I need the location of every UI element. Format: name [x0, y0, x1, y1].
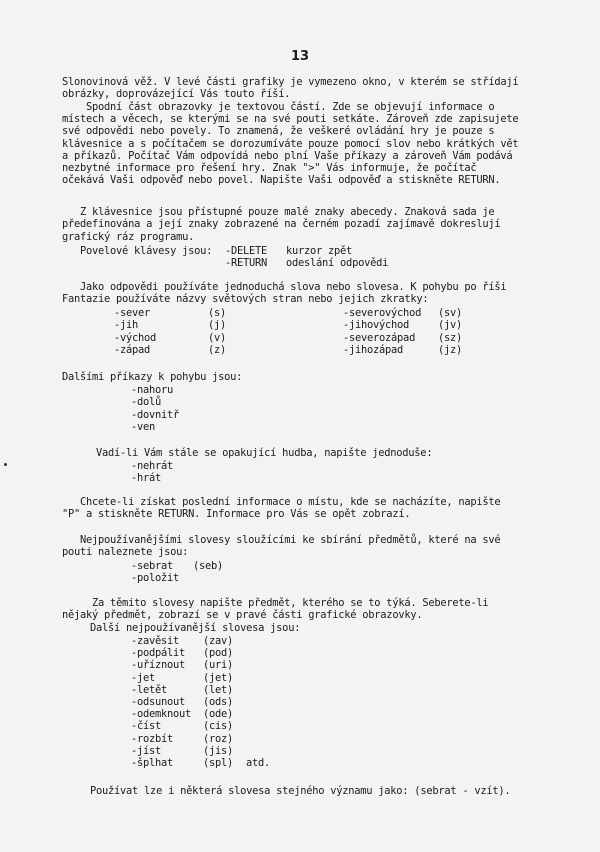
verbs-etc: atd.	[246, 757, 271, 769]
text-line: místech a věcech, se kterými se na své pouti setkáte. Zároveň zde zapisujete	[62, 112, 519, 125]
text-line: očekává Vaši odpověď nebo povel. Napište Vaši odpověď a stiskněte RETURN.	[62, 174, 501, 187]
text-line: nezbytné informace pro řešení hry. Znak ">" Vás informuje, že počítač	[62, 162, 477, 175]
direction-abbr: (sz)	[438, 331, 463, 344]
verb-abbr: (jet)	[203, 671, 234, 684]
direction-abbr: (jv)	[438, 319, 463, 332]
direction-name: -východ	[114, 331, 157, 344]
music-line: Vadí-li Vám stále se opakující hudba, napište jednoduše:	[96, 447, 433, 459]
direction-name: -severozápad	[343, 331, 416, 344]
verb-abbr: (spl)	[203, 757, 234, 769]
keys-label: Povelové klávesy jsou:	[80, 245, 213, 257]
verb-name: -podpálit	[131, 647, 186, 660]
direction-name: -jihozápad	[343, 343, 404, 356]
key-name: -DELETE	[225, 245, 268, 257]
direction-name: -jih	[114, 319, 139, 332]
verb-abbr: (pod)	[203, 647, 234, 660]
direction-name: -jihovýchod	[343, 319, 410, 332]
collect-abbr: (seb)	[193, 560, 224, 572]
verb-abbr: (uri)	[203, 659, 234, 672]
verb-name: -odsunout	[131, 696, 186, 708]
binding-hole-mark	[4, 463, 7, 466]
final-line: Používat lze i některá slovesa stejného významu jako: (sebrat - vzít).	[90, 785, 511, 797]
verb-abbr: (cis)	[203, 720, 234, 733]
direction-name: -severovýchod	[343, 307, 422, 319]
music-command: -nehrát	[131, 460, 174, 472]
move-command: -dolů	[131, 396, 162, 409]
verb-abbr: (roz)	[203, 732, 234, 745]
text-line: Spodní část obrazovky je textovou částí. Zde se objevují informace o	[62, 100, 495, 113]
text-line: Chcete-li získat poslední informace o místu, kde se nacházíte, napište	[62, 496, 501, 508]
verb-abbr: (let)	[203, 683, 234, 696]
text-line: Z klávesnice jsou přístupné pouze malé znaky abecedy. Znaková sada je	[62, 206, 495, 218]
verbs-label: Další nejpoužívanější slovesa jsou:	[90, 622, 301, 634]
text-line: předefinována a její znaky zobrazené na černém pozadí zajímavě dokreslují	[62, 218, 501, 231]
direction-abbr: (j)	[208, 319, 227, 332]
text-line: "P" a stiskněte RETURN. Informace pro Vás se opět zobrazí.	[62, 508, 411, 521]
direction-abbr: (s)	[208, 307, 227, 319]
text-line: grafický ráz programu.	[62, 230, 195, 243]
text-line: nějaký předmět, zobrazí se v pravé části grafické obrazovky.	[62, 609, 423, 622]
text-line: Jako odpovědi používáte jednoduchá slova nebo slovesa. K pohybu po říši	[62, 281, 507, 293]
text-line: Fantazie používáte názvy světových stran nebo jejich zkratky:	[62, 293, 429, 306]
move-command: -nahoru	[131, 384, 174, 396]
text-line: pouti naleznete jsou:	[62, 546, 189, 559]
text-line: klávesnice a s počítačem se dorozumíváte pouze pomocí slov nebo krátkých vět	[62, 137, 519, 150]
verb-abbr: (ods)	[203, 696, 234, 708]
key-description: odeslání odpovědi	[286, 257, 389, 270]
text-line: a příkazů. Počítač Vám odpovídá nebo plní Vaše příkazy a zároveň Vám podává	[62, 149, 513, 162]
move-command: -dovnitř	[131, 408, 180, 421]
direction-name: -sever	[114, 307, 151, 319]
direction-abbr: (jz)	[438, 343, 463, 356]
verb-abbr: (jis)	[203, 744, 234, 757]
verb-name: -odemknout	[131, 708, 192, 721]
verb-name: -rozbít	[131, 732, 174, 745]
text-line: Za těmito slovesy napište předmět, kterého se to týká. Seberete-li	[62, 597, 489, 609]
verb-name: -šplhat	[131, 757, 174, 769]
collect-command: -sebrat	[131, 560, 174, 572]
text-line: Nejpoužívanějšími slovesy sloužícími ke sbírání předmětů, které na své	[62, 534, 501, 546]
direction-abbr: (v)	[208, 331, 227, 344]
music-command: -hrát	[131, 472, 162, 485]
verb-abbr: (ode)	[203, 708, 234, 721]
verb-name: -zavěsit	[131, 635, 180, 647]
move-label: Dalšími příkazy k pohybu jsou:	[62, 371, 243, 383]
text-line: své odpovědi nebo povely. To znamená, že veškeré ovládání hry je pouze s	[62, 125, 495, 138]
move-command: -ven	[131, 420, 156, 433]
key-name: -RETURN	[225, 257, 268, 270]
verb-abbr: (zav)	[203, 635, 234, 647]
text-line: obrázky, doprovázející Vás touto říší.	[62, 88, 291, 101]
collect-command: -položit	[131, 572, 180, 585]
verb-name: -číst	[131, 720, 162, 733]
direction-abbr: (z)	[208, 343, 227, 356]
direction-name: -západ	[114, 343, 151, 356]
page-number: 13	[290, 49, 310, 64]
direction-abbr: (sv)	[438, 307, 463, 319]
verb-name: -uříznout	[131, 659, 186, 672]
verb-name: -jet	[131, 671, 156, 684]
key-description: kurzor zpět	[286, 245, 353, 257]
verb-name: -jíst	[131, 744, 162, 757]
verb-name: -letět	[131, 683, 168, 696]
text-line: Slonovinová věž. V levé části grafiky je vymezeno okno, v kterém se střídají	[62, 76, 519, 88]
